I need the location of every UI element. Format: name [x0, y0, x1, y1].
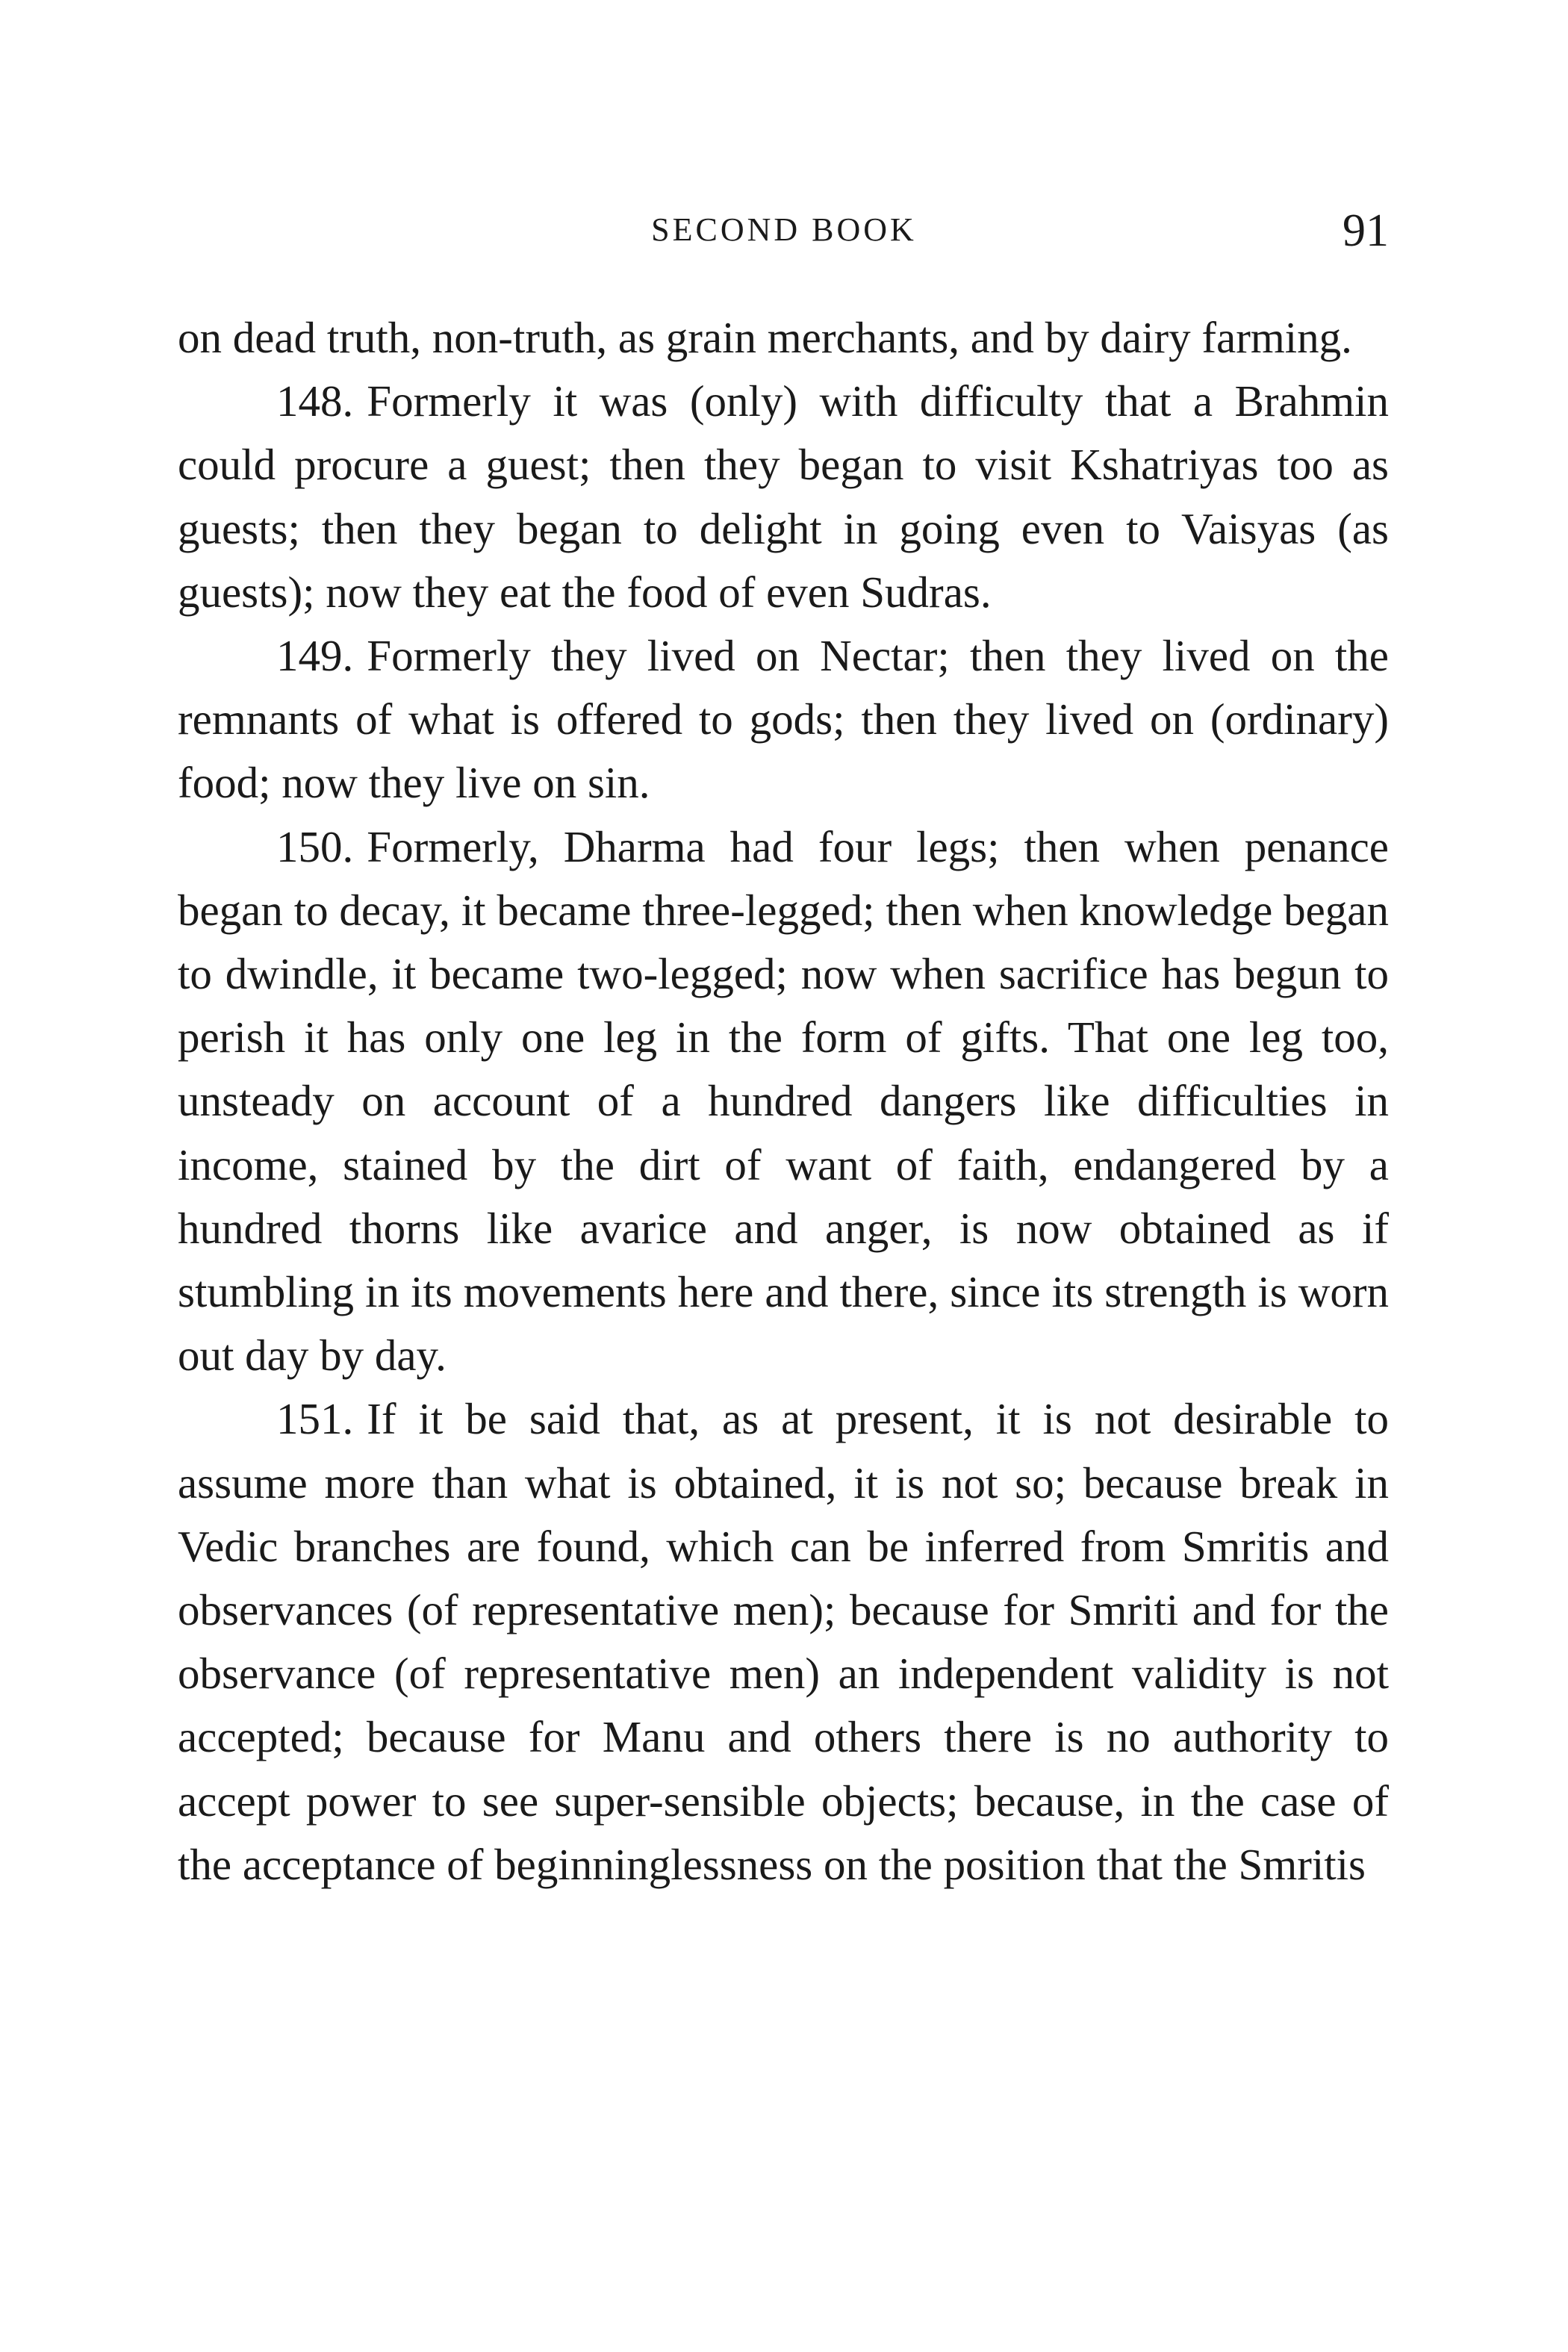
- page-number: 91: [1343, 205, 1389, 256]
- running-head: [179, 205, 1389, 263]
- paragraph-text: If it be said that, as at present, it is not desirable to assume more than what is obtained, it is not so; because break in Vedic branches are found, which can be inferred from Smritis and observances (of representative men); because for Smriti and for the observance (of representative men) an independent validity is not accepted; because for Manu and others there is no authority to accept power to see super-sensible objects; because, in the case of the acceptance of beginninglessness on the position that the Smritis: [178, 1394, 1389, 1889]
- paragraph-150: [178, 815, 1389, 1388]
- paragraph-continuation: [178, 306, 1389, 370]
- paragraph-149: [178, 624, 1389, 815]
- paragraph-151: [178, 1387, 1389, 1897]
- paragraph-text: Formerly they lived on Nectar; then they lived on the remnants of what is offered to gods; then they lived on (ordinary) food; now they live on sin.: [178, 631, 1389, 808]
- paragraph-number: 149.: [276, 631, 354, 681]
- paragraph-text: Formerly, Dharma had four legs; then when penance began to decay, it became three-legged; then when knowledge began to dwindle, it became two-legged; now when sacrifice has begun to perish it has only one leg in the form of gifts. That one leg too, unsteady on account of a hundred dangers like difficulties in income, stained by the dirt of want of faith, endangered by a hundred thorns like avarice and anger, is now obtained as if stumbling in its movements here and there, since its strength is worn out day by day.: [178, 821, 1389, 1381]
- body-text: [178, 306, 1389, 1897]
- paragraph-number: 151.: [276, 1394, 354, 1444]
- paragraph-text: Formerly it was (only) with difficulty that a Brahmin could procure a guest; then they began to visit Kshatriyas too as guests; then they began to delight in going even to Vaisyas (as guests); now they eat the food of even Sudras.: [178, 376, 1389, 617]
- paragraph-text: on dead truth, non-truth, as grain merchants, and by dairy farming.: [178, 313, 1352, 362]
- paragraph-number: 150.: [276, 821, 354, 871]
- paragraph-number: 148.: [276, 376, 354, 426]
- running-head-title: SECOND BOOK: [651, 211, 917, 248]
- paragraph-148: [178, 370, 1389, 624]
